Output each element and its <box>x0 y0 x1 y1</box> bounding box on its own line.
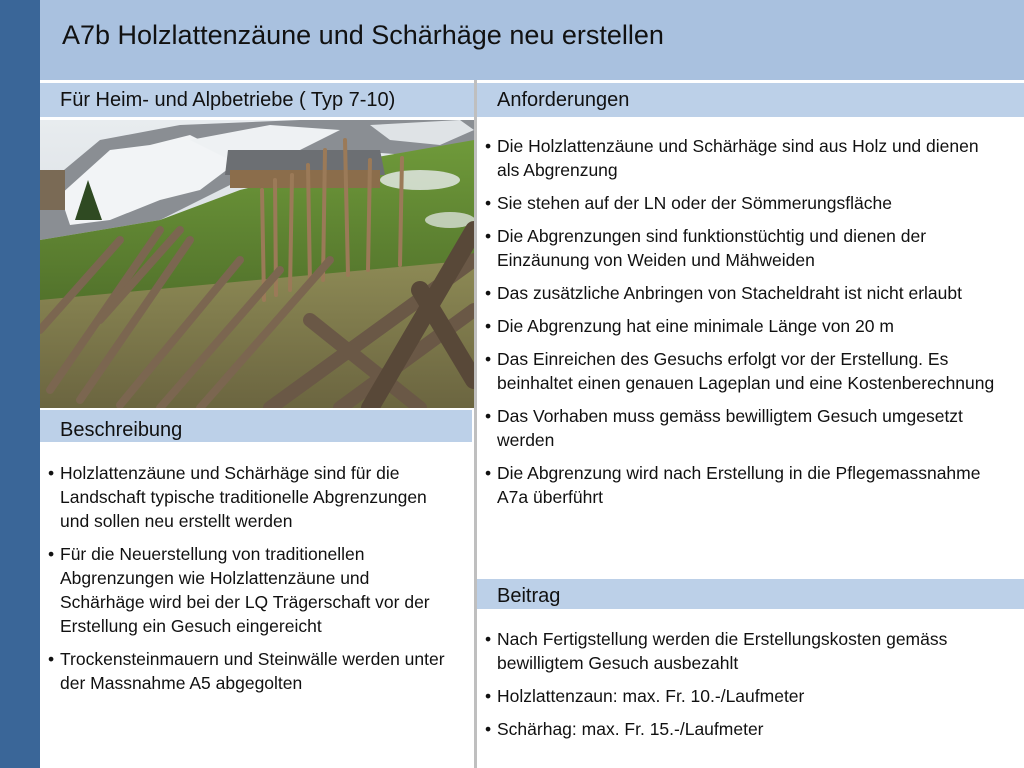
section-header-label: Beschreibung <box>60 419 183 441</box>
beschreibung-list <box>48 461 448 704</box>
section-header-label: Beitrag <box>497 585 561 607</box>
list-item: • Für die Neuerstellung von traditionellen Abgrenzungen wie Holzlattenzäune und Schärhäge wird bei der LQ Trägerschaft vor der Erstellung ein Gesuch eingereicht <box>48 542 448 638</box>
section-header-label: Für Heim- und Alpbetriebe ( Typ 7-10) <box>60 89 396 111</box>
list-item: • Holzlattenzaun: max. Fr. 10.-/Laufmeter <box>485 684 1005 708</box>
slide-title: A7b Holzlattenzäune und Schärhäge neu erstellen <box>62 20 664 50</box>
list-item: • Die Abgrenzungen sind funktionstüchtig und dienen der Einzäunung von Weiden und Mähweiden <box>485 224 1005 272</box>
list-item: • Die Abgrenzung wird nach Erstellung in die Pflegemassnahme A7a überführt <box>485 461 1005 509</box>
beitrag-list <box>485 627 1005 750</box>
list-item: • Das zusätzliche Anbringen von Stacheldraht ist nicht erlaubt <box>485 281 1005 305</box>
column-divider <box>474 80 477 768</box>
list-item: • Holzlattenzäune und Schärhäge sind für die Landschaft typische traditionelle Abgrenzungen und sollen neu erstellt werden <box>48 461 448 533</box>
list-item: • Die Abgrenzung hat eine minimale Länge von 20 m <box>485 314 1005 338</box>
fence-photo <box>40 120 474 408</box>
list-item: • Das Einreichen des Gesuchs erfolgt vor der Erstellung. Es beinhaltet einen genauen Lageplan und eine Kostenberechnung <box>485 347 1005 395</box>
title-bar <box>40 0 1024 80</box>
anforderungen-list <box>485 134 1005 518</box>
list-item: • Nach Fertigstellung werden die Erstellungskosten gemäss bewilligtem Gesuch ausbezahlt <box>485 627 1005 675</box>
list-item: • Das Vorhaben muss gemäss bewilligtem Gesuch umgesetzt werden <box>485 404 1005 452</box>
section-header-anforderungen <box>477 83 1024 117</box>
list-item: • Trockensteinmauern und Steinwälle werden unter der Massnahme A5 abgegolten <box>48 647 448 695</box>
list-item: • Schärhag: max. Fr. 15.-/Laufmeter <box>485 717 1005 741</box>
list-item: • Sie stehen auf der LN oder der Sömmerungsfläche <box>485 191 1005 215</box>
section-header-betriebe <box>40 83 474 117</box>
list-item: • Die Holzlattenzäune und Schärhäge sind aus Holz und dienen als Abgrenzung <box>485 134 1005 182</box>
left-accent-bar <box>0 0 40 768</box>
section-header-beitrag <box>477 579 1024 609</box>
section-header-beschreibung <box>40 410 472 442</box>
section-header-label: Anforderungen <box>497 89 630 111</box>
